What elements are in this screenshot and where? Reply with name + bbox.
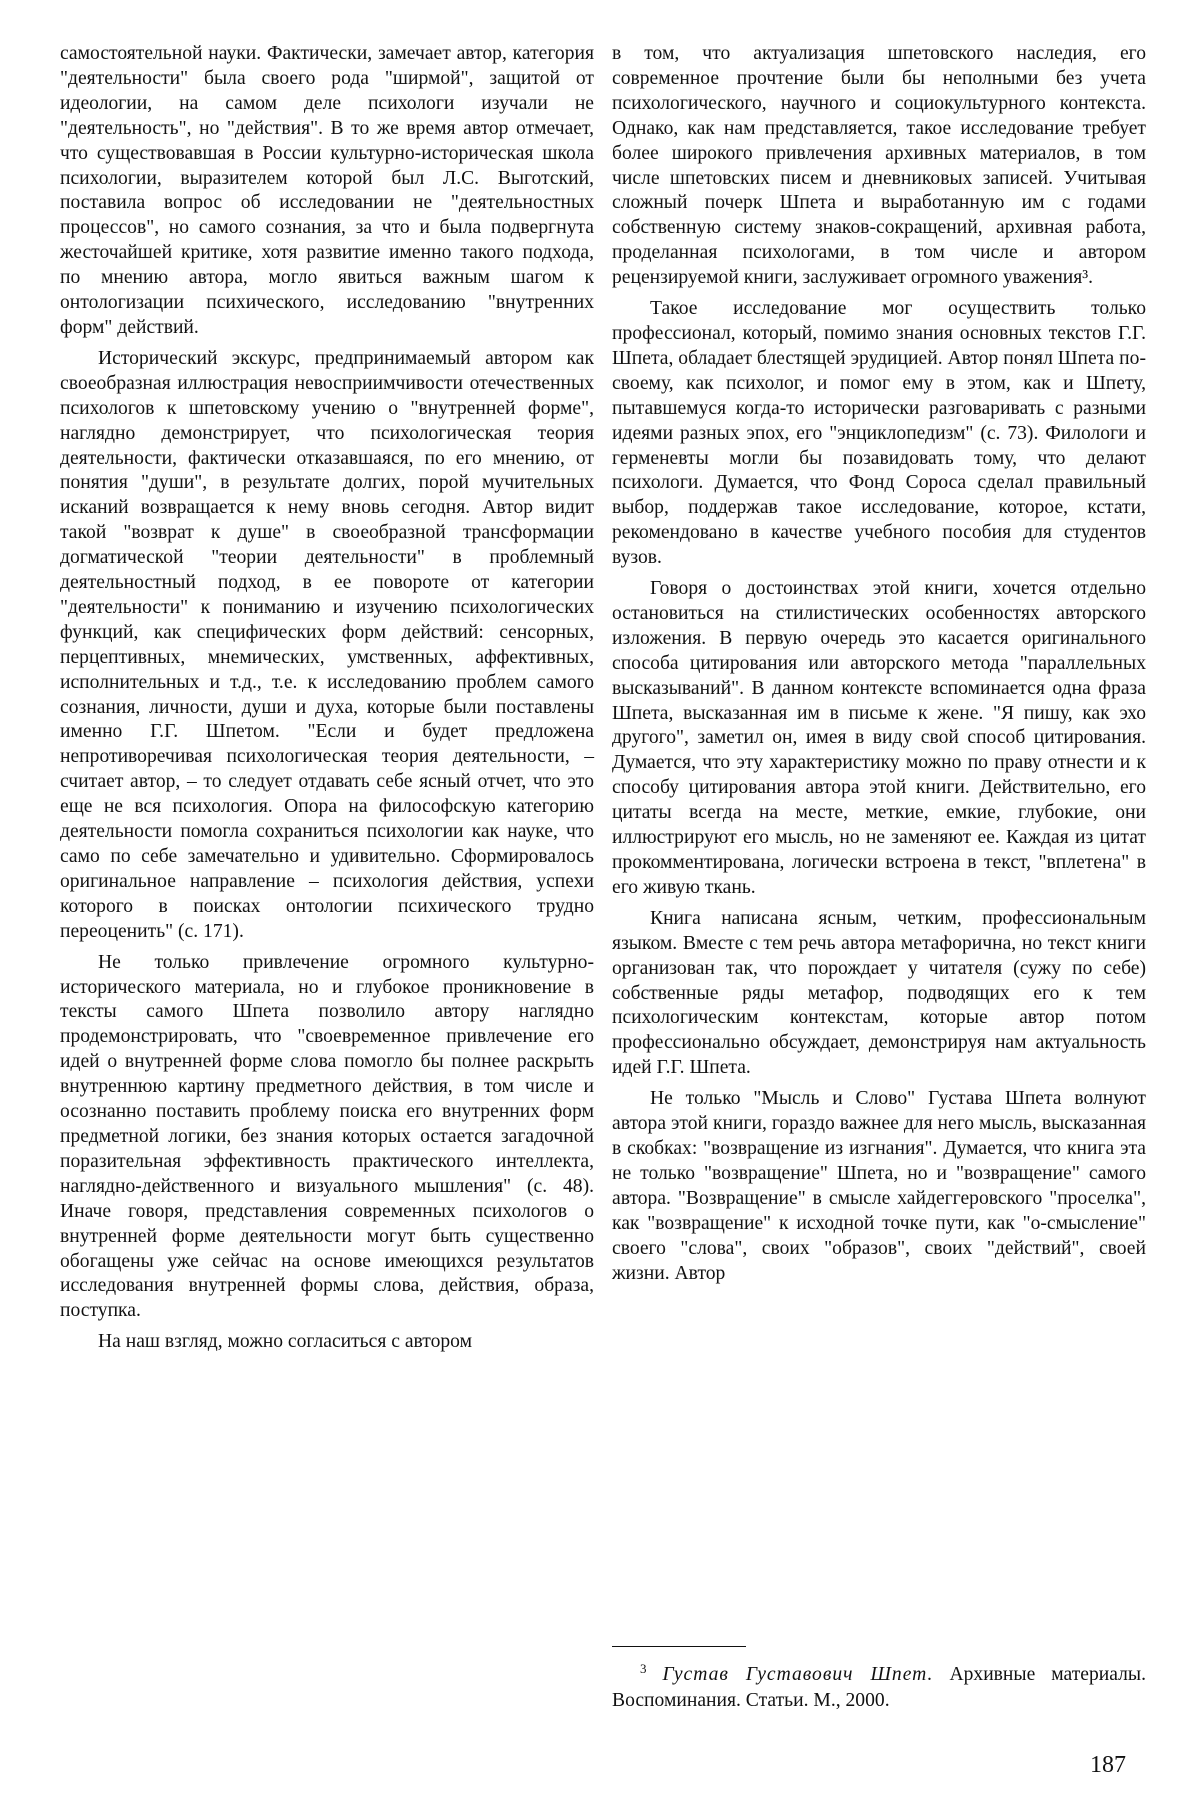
footnote [612,1656,1146,1714]
footnote-marker: 3 [640,1661,647,1676]
footnote-divider [612,1646,746,1647]
footnote-text: Архивные материалы. Воспоминания. Статьи. М., 2000. [612,1664,1146,1711]
paragraph: Исторический экскурс, предпринимаемый автором как своеобразная иллюстрация невосприимчивости отечественных психологов к шпетовскому учению о "внутренней форме", наглядно демонстрирует, что психологическая теория деятельности, фактически отказавшаяся, по его мнению, от понятия "души", в результате долгих, порой мучительных исканий возвращается к нему вновь сегодня. Автор видит такой "возврат к душе" в своеобразной трансформации догматической "теории деятельности" в проблемный деятельностный подход, в ее повороте от категории "деятельности" к пониманию и изучению психологических функций, как специфических форм действий: сенсорных, перцептивных, мнемических, умственных, аффективных, исполнительных и т.д., т.е. к исследованию проблем самого сознания, личности, души и духа, которые были поставлены именно Г.Г. Шпетом. "Если и будет предложена непротиворечивая психологическая теория деятельности, – считает автор, – то следует отдавать себе ясный отчет, что это еще не вся психология. Опора на философскую категорию деятельности помогла сохраниться психологии как науке, что само по себе замечательно и удивительно. Сформировалось оригинальное направление – психология действия, успехи которого в поисках онтологии психического трудно переоценить" (с. 171). [60,347,594,942]
paragraph: Говоря о достоинствах этой книги, хочется отдельно остановиться на стилистических особенностях авторского изложения. В первую очередь это касается оригинального способа цитирования или авторского метода "параллельных высказываний". В данном контексте вспоминается одна фраза Шпета, высказанная им в письме к жене. "Я пишу, как эхо другого", заметил он, имея в виду свой способ цитирования. Думается, что эту характеристику можно по праву отнести и к способу цитирования автора этой книги. Действительно, его цитаты всегда на месте, меткие, емкие, глубокие, они иллюстрируют его мысль, но не заменяют ее. Каждая из цитат прокомментирована, логически встроена в текст, "вплетена" в его живую ткань. [612,578,1146,898]
page-number: 187 [1090,1752,1126,1778]
paragraph: Такое исследование мог осуществить только профессионал, который, помимо знания основных текстов Г.Г. Шпета, обладает блестящей эрудицией. Автор понял Шпета по-своему, как психолог, и помог ему в этом, как и Шпету, пытавшемуся когда-то исторически разговаривать с разными идеями разных эпох, его "энциклопедизм" (с. 73). Филологи и герменевты могли бы позавидовать тому, что делают психологи. Думается, что Фонд Сороса сделал правильный выбор, поддержав такое исследование, которое, кстати, рекомендовано в качестве учебного пособия для студентов вузов. [612,298,1146,569]
paragraph: самостоятельной науки. Фактически, замечает автор, категория "деятельности" была своего рода "ширмой", защитой от идеологии, на самом деле психологи изучали не "деятельность", но "действия". В то же время автор отмечает, что существовавшая в России культурно-историческая школа психологии, выразителем которой был Л.С. Выготский, поставила вопрос об исследовании не "деятельностных процессов", но самого сознания, за что и была подвергнута жесточайшей критике, хотя развитие именно такого подхода, по мнению автора, могло явиться важным шагом к онтологизации психического, исследованию "внутренних форм" действий. [60,43,594,338]
paragraph: Книга написана ясным, четким, профессиональным языком. Вместе с тем речь автора метафорична, но текст книги организован так, что порождает у читателя (сужу по себе) собственные ряды метафор, подводящих его к тем психологическим контекстам, которые автор потом профессионально обсуждает, демонстрируя нам актуальность идей Г.Г. Шпета. [612,907,1146,1079]
paragraph: Не только "Мысль и Слово" Густава Шпета волнуют автора этой книги, гораздо важнее для него мысль, высказанная в скобках: "возвращение из изгнания". Думается, что книга эта не только "возвращение" Шпета, но и "возвращение" самого автора. "Возвращение" в смысле хайдеггеровского "проселка", как "возвращение" к исходной точке пути, как "о-смысление" своего "слова", своих "образов", своих "действий", своей жизни. Автор [612,1088,1146,1284]
left-column [60,42,594,1361]
paragraph: На наш взгляд, можно согласиться с автором [98,1331,473,1353]
footnote-author: Густав Густавович Шпет. [662,1664,934,1685]
paragraph: в том, что актуализация шпетовского наследия, его современное прочтение были бы неполными без учета психологического, научного и социокультурного контекста. Однако, как нам представляется, такое исследование требует более широкого привлечения архивных материалов, в том числе шпетовских писем и дневниковых записей. Учитывая сложный почерк Шпета и выработанную им с годами собственную систему знаков-сокращений, архивная работа, проделанная психологами, в том числе и автором рецензируемой книги, заслуживает огромного уважения³. [612,43,1146,289]
right-column [612,42,1146,1292]
paragraph: Не только привлечение огромного культурно-исторического материала, но и глубокое проникновение в тексты самого Шпета позволило автору наглядно продемонстрировать, что "своевременное привлечение его идей о внутренней форме слова помогло бы полнее раскрыть внутреннюю картину предметного действия, в том числе и осознанно поставить проблему поиска его внутренних форм предметной логики, без знания которых остается загадочной поразительная эффективность практического интеллекта, наглядно-действенного и визуального мышления" (с. 48). Иначе говоря, представления современных психологов о внутренней форме деятельности могут быть существенно обогащены уже сейчас на основе имеющихся результатов исследования внутренней формы слова, действия, образа, поступка. [60,951,594,1322]
